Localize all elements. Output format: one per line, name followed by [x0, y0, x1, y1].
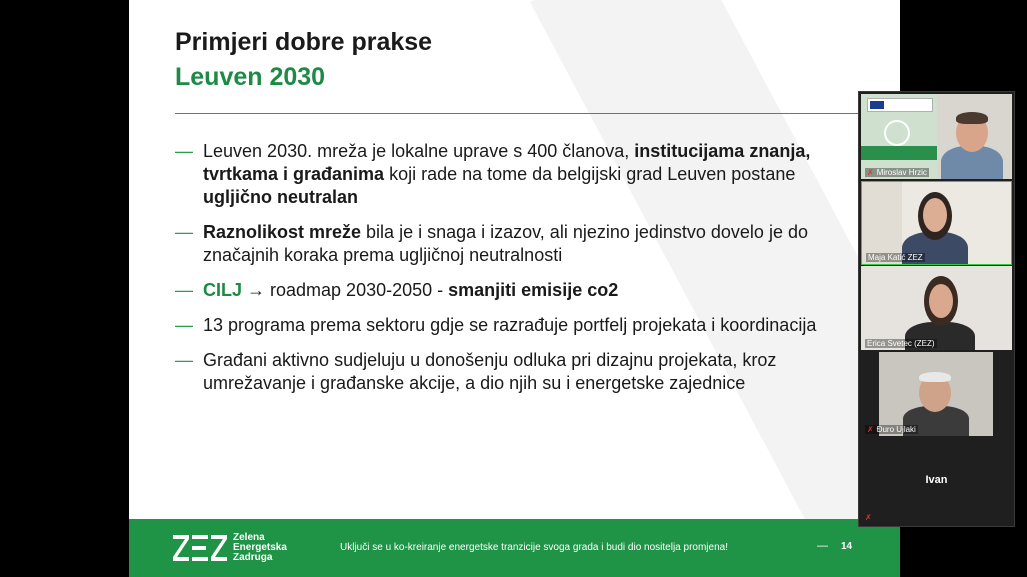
- bullet-text-run: smanjiti emisije co2: [448, 280, 619, 300]
- background-poster: [861, 94, 937, 179]
- participants-panel[interactable]: [858, 91, 1015, 527]
- bullet-text-run: 13 programa prema sektoru gdje se razrađuje portfelj projekata i koordinacija: [203, 315, 817, 335]
- bullet-marker: —: [175, 141, 193, 161]
- participant-video-tile[interactable]: [861, 94, 1012, 179]
- participant-name: Maja Katić ZEZ: [868, 253, 923, 262]
- background-shelf: [862, 182, 902, 264]
- bullet-item: [175, 279, 865, 302]
- person-head: [923, 198, 947, 232]
- slide-footer: [129, 519, 900, 577]
- poster-band: [861, 146, 937, 160]
- person-hair: [919, 372, 951, 382]
- participant-name: Ivan: [925, 474, 948, 486]
- bullet-text: [203, 314, 865, 337]
- footer-slogan: Uključi se u ko-kreiranje energetske tranzicije svoga grada i budi dio nositelja promjena!: [340, 542, 728, 553]
- bullet-item: [175, 349, 865, 395]
- participant-video-tile[interactable]: [861, 266, 1012, 350]
- participant-name-label: [865, 168, 929, 177]
- bullet-marker: —: [175, 280, 193, 300]
- bullet-text: [203, 140, 865, 209]
- logo-line: Energetska: [233, 542, 287, 553]
- participant-name: Miroslav Hrzic: [876, 168, 927, 177]
- muted-mic-icon: ✗: [867, 168, 874, 177]
- bullet-text: [203, 349, 865, 395]
- bullet-item: [175, 221, 865, 267]
- video-frame: [876, 352, 993, 436]
- bullet-text-run: Građani aktivno sudjeluju u donošenju odluka pri dizajnu projekata, kroz umrežavanje i građanske akcije, a dio njih su i energetske zajednice: [203, 350, 777, 393]
- muted-mic-icon: ✗: [867, 425, 874, 434]
- zez-logo-icon: [173, 535, 227, 561]
- participant-tile-camera-off[interactable]: [859, 438, 1014, 526]
- participant-name-label: [865, 339, 937, 348]
- bullet-marker: —: [175, 222, 193, 242]
- participant-name-label: [866, 253, 925, 262]
- person-head: [929, 284, 953, 318]
- logo-line: Zelena: [233, 532, 265, 543]
- bullet-text-run: koji rade na tome da belgijski grad Leuven postane: [384, 164, 796, 184]
- participant-name: Đuro Ujlaki: [876, 425, 916, 434]
- presentation-slide: [129, 0, 900, 577]
- bullet-item: [175, 314, 865, 337]
- footer-dash: —: [817, 540, 828, 552]
- slide-title: Primjeri dobre prakse: [175, 28, 433, 56]
- bullet-list: [175, 140, 865, 407]
- muted-mic-icon: ✗: [865, 513, 872, 522]
- eu-flag-icon: [870, 101, 884, 109]
- bullet-text-run: Raznolikost mreže: [203, 222, 362, 242]
- eu-flag-banner: [867, 98, 933, 112]
- bullet-item: [175, 140, 865, 209]
- bullet-text-run: Leuven 2030. mreža je lokalne uprave s 400 članova,: [203, 141, 635, 161]
- participant-video-tile[interactable]: [861, 352, 1012, 436]
- bullet-text-run: CILJ: [203, 280, 243, 300]
- logo-line: Zadruga: [233, 552, 273, 563]
- bullet-text-run: ugljično neutralan: [203, 187, 359, 207]
- participant-name: Erica Svetec (ZEZ): [867, 339, 935, 348]
- slide-subtitle: Leuven 2030: [175, 63, 326, 91]
- bullet-text-run: bila je i snaga i izazov, ali njezino jedinstvo dovelo je do značajnih koraka prema ugljičnoj neutralnosti: [203, 222, 808, 265]
- bullet-marker: —: [175, 315, 193, 335]
- bullet-text-run: institucijama znanja, tvrtkama i građanima: [203, 141, 811, 184]
- participant-name-label: [865, 425, 918, 434]
- bullet-text: [203, 221, 865, 267]
- leaf-icon: [884, 120, 910, 146]
- person-hair: [956, 112, 988, 124]
- bullet-text-run: → roadmap 2030-2050 -: [242, 280, 449, 300]
- title-divider: [175, 113, 900, 114]
- logo-text: [233, 533, 287, 563]
- page-number: 14: [841, 541, 853, 552]
- participant-video-tile-active[interactable]: [861, 181, 1012, 265]
- bullet-marker: —: [175, 350, 193, 370]
- bullet-text: [203, 279, 865, 302]
